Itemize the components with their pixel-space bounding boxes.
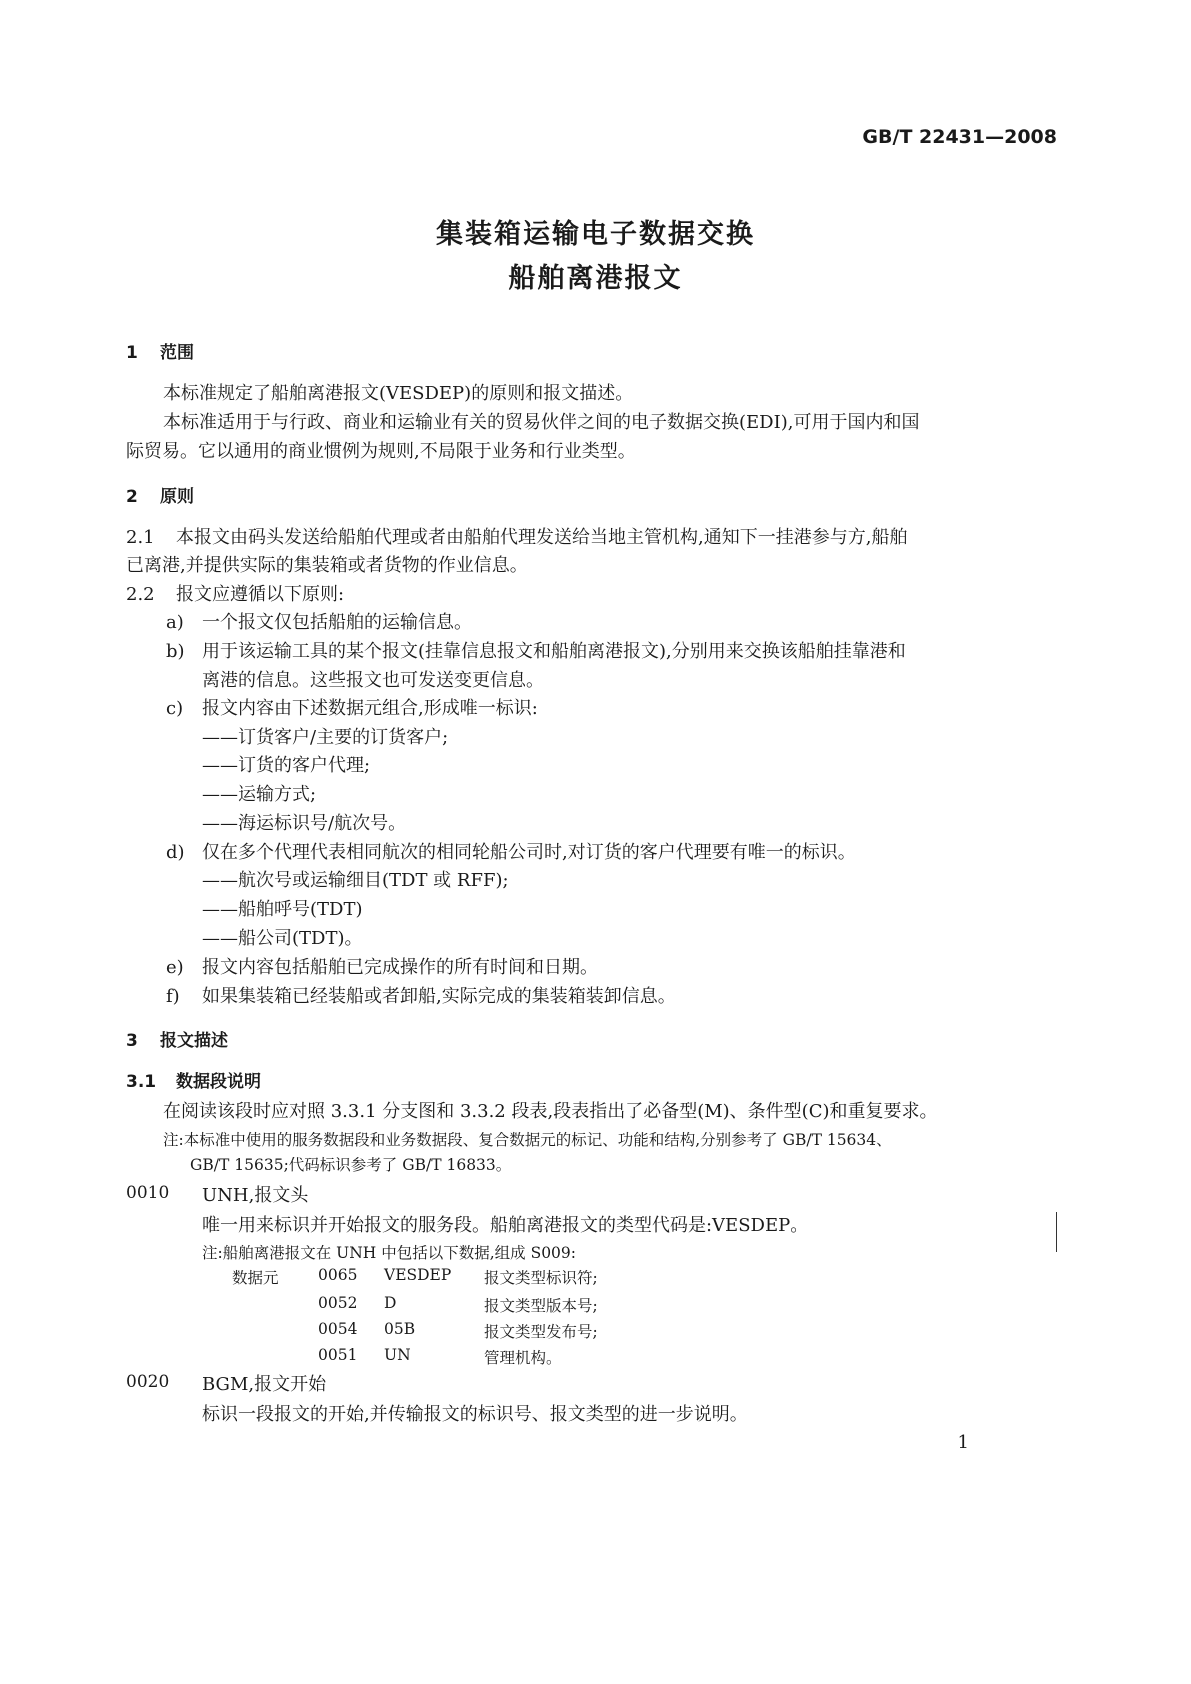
table-cell-desc: 报文类型标识符;	[484, 1269, 598, 1287]
table-cell-id: 0054	[318, 1320, 358, 1338]
item-letter: a)	[166, 612, 184, 633]
table-cell-id: 0065	[318, 1266, 358, 1284]
dash-item: ——航次号或运输细目(TDT 或 RFF);	[202, 870, 509, 891]
clause-text: 报文应遵循以下原则:	[176, 584, 345, 605]
list-item-e	[166, 953, 598, 979]
clause-text: 本报文由码头发送给船舶代理或者由船舶代理发送给当地主管机构,通知下一挂港参与方,船舶	[176, 527, 908, 548]
paragraph: 际贸易。它以通用的商业惯例为规则,不局限于业务和行业类型。	[126, 441, 636, 462]
item-text: 报文内容包括船舶已完成操作的所有时间和日期。	[202, 957, 598, 978]
item-letter: f)	[166, 986, 180, 1007]
item-text: 如果集装箱已经装船或者卸船,实际完成的集装箱装卸信息。	[202, 986, 676, 1007]
item-letter: e)	[166, 957, 184, 978]
note: 注:船舶离港报文在 UNH 中包括以下数据,组成 S009:	[202, 1244, 576, 1262]
segment-description: 标识一段报文的开始,并传输报文的标识号、报文类型的进一步说明。	[202, 1404, 748, 1425]
list-item-c	[166, 694, 538, 720]
standard-number: GB/T 22431—2008	[862, 126, 1057, 148]
doc-title-line1: 集装箱运输电子数据交换	[436, 219, 755, 250]
clause-2-2	[126, 580, 344, 606]
paragraph: 离港的信息。这些报文也可发送变更信息。	[202, 670, 544, 691]
section-title: 范围	[160, 343, 194, 363]
item-text: 仅在多个代理代表相同航次的相同轮船公司时,对订货的客户代理要有唯一的标识。	[202, 842, 856, 863]
section-title: 报文描述	[160, 1031, 228, 1051]
section-number: 2	[126, 487, 138, 507]
clause-number: 2.2	[126, 584, 155, 605]
item-text: 用于该运输工具的某个报文(挂靠信息报文和船舶离港报文),分别用来交换该船舶挂靠港和	[202, 641, 906, 662]
table-cell-id: 0052	[318, 1294, 358, 1312]
dash-item: ——船公司(TDT)。	[202, 928, 363, 949]
table-cell-value: UN	[384, 1346, 411, 1364]
item-letter: c)	[166, 698, 184, 719]
item-text: 报文内容由下述数据元组合,形成唯一标识:	[202, 698, 538, 719]
clause-2-1	[126, 523, 907, 549]
table-cell-desc: 报文类型版本号;	[484, 1297, 598, 1315]
paragraph: 在阅读该段时应对照 3.3.1 分支图和 3.3.2 段表,段表指出了必备型(M)、条件型(C)和重复要求。	[163, 1101, 938, 1122]
note: 注:本标准中使用的服务数据段和业务数据段、复合数据元的标记、功能和结构,分别参考了 GB/T 15634、	[163, 1131, 892, 1149]
section-2-heading	[126, 482, 194, 507]
section-title: 原则	[160, 487, 194, 507]
item-letter: d)	[166, 842, 185, 863]
dash-item: ——运输方式;	[202, 784, 317, 805]
table-cell-desc: 报文类型发布号;	[484, 1323, 598, 1341]
segment-code: 0020	[126, 1372, 170, 1392]
item-text: 一个报文仅包括船舶的运输信息。	[202, 612, 472, 633]
clause-number: 2.1	[126, 527, 155, 548]
dash-item: ——海运标识号/航次号。	[202, 813, 407, 834]
table-label: 数据元	[232, 1269, 279, 1287]
table-cell-value: VESDEP	[384, 1266, 452, 1284]
table-cell-id: 0051	[318, 1346, 358, 1364]
section-1-heading	[126, 338, 194, 363]
list-item-a	[166, 608, 472, 634]
dash-item: ——船舶呼号(TDT)	[202, 899, 363, 920]
segment-code: 0010	[126, 1183, 170, 1203]
segment-title: BGM,报文开始	[202, 1374, 327, 1395]
dash-item: ——订货的客户代理;	[202, 755, 371, 776]
segment-description: 唯一用来标识并开始报文的服务段。船舶离港报文的类型代码是:VESDEP。	[202, 1215, 809, 1236]
paragraph: 已离港,并提供实际的集装箱或者货物的作业信息。	[126, 555, 528, 576]
segment-title: UNH,报文头	[202, 1185, 309, 1206]
margin-bar	[1056, 1212, 1057, 1252]
section-number: 3	[126, 1031, 138, 1051]
paragraph: 本标准适用于与行政、商业和运输业有关的贸易伙伴之间的电子数据交换(EDI),可用于国内和国	[163, 412, 920, 433]
list-item-d	[166, 838, 856, 864]
note: GB/T 15635;代码标识参考了 GB/T 16833。	[190, 1156, 512, 1174]
section-number: 1	[126, 343, 138, 363]
item-letter: b)	[166, 641, 185, 662]
list-item-b	[166, 637, 906, 663]
section-3-heading	[126, 1026, 228, 1051]
section-title: 数据段说明	[176, 1072, 261, 1092]
table-cell-value: 05B	[384, 1320, 416, 1338]
table-cell-desc: 管理机构。	[484, 1349, 562, 1367]
page-number: 1	[957, 1432, 969, 1453]
subsection-3-1-heading	[126, 1067, 261, 1092]
table-cell-value: D	[384, 1294, 397, 1312]
list-item-f	[166, 982, 676, 1008]
dash-item: ——订货客户/主要的订货客户;	[202, 727, 449, 748]
doc-title-line2: 船舶离港报文	[508, 263, 683, 294]
section-number: 3.1	[126, 1072, 157, 1092]
paragraph: 本标准规定了船舶离港报文(VESDEP)的原则和报文描述。	[163, 383, 634, 404]
